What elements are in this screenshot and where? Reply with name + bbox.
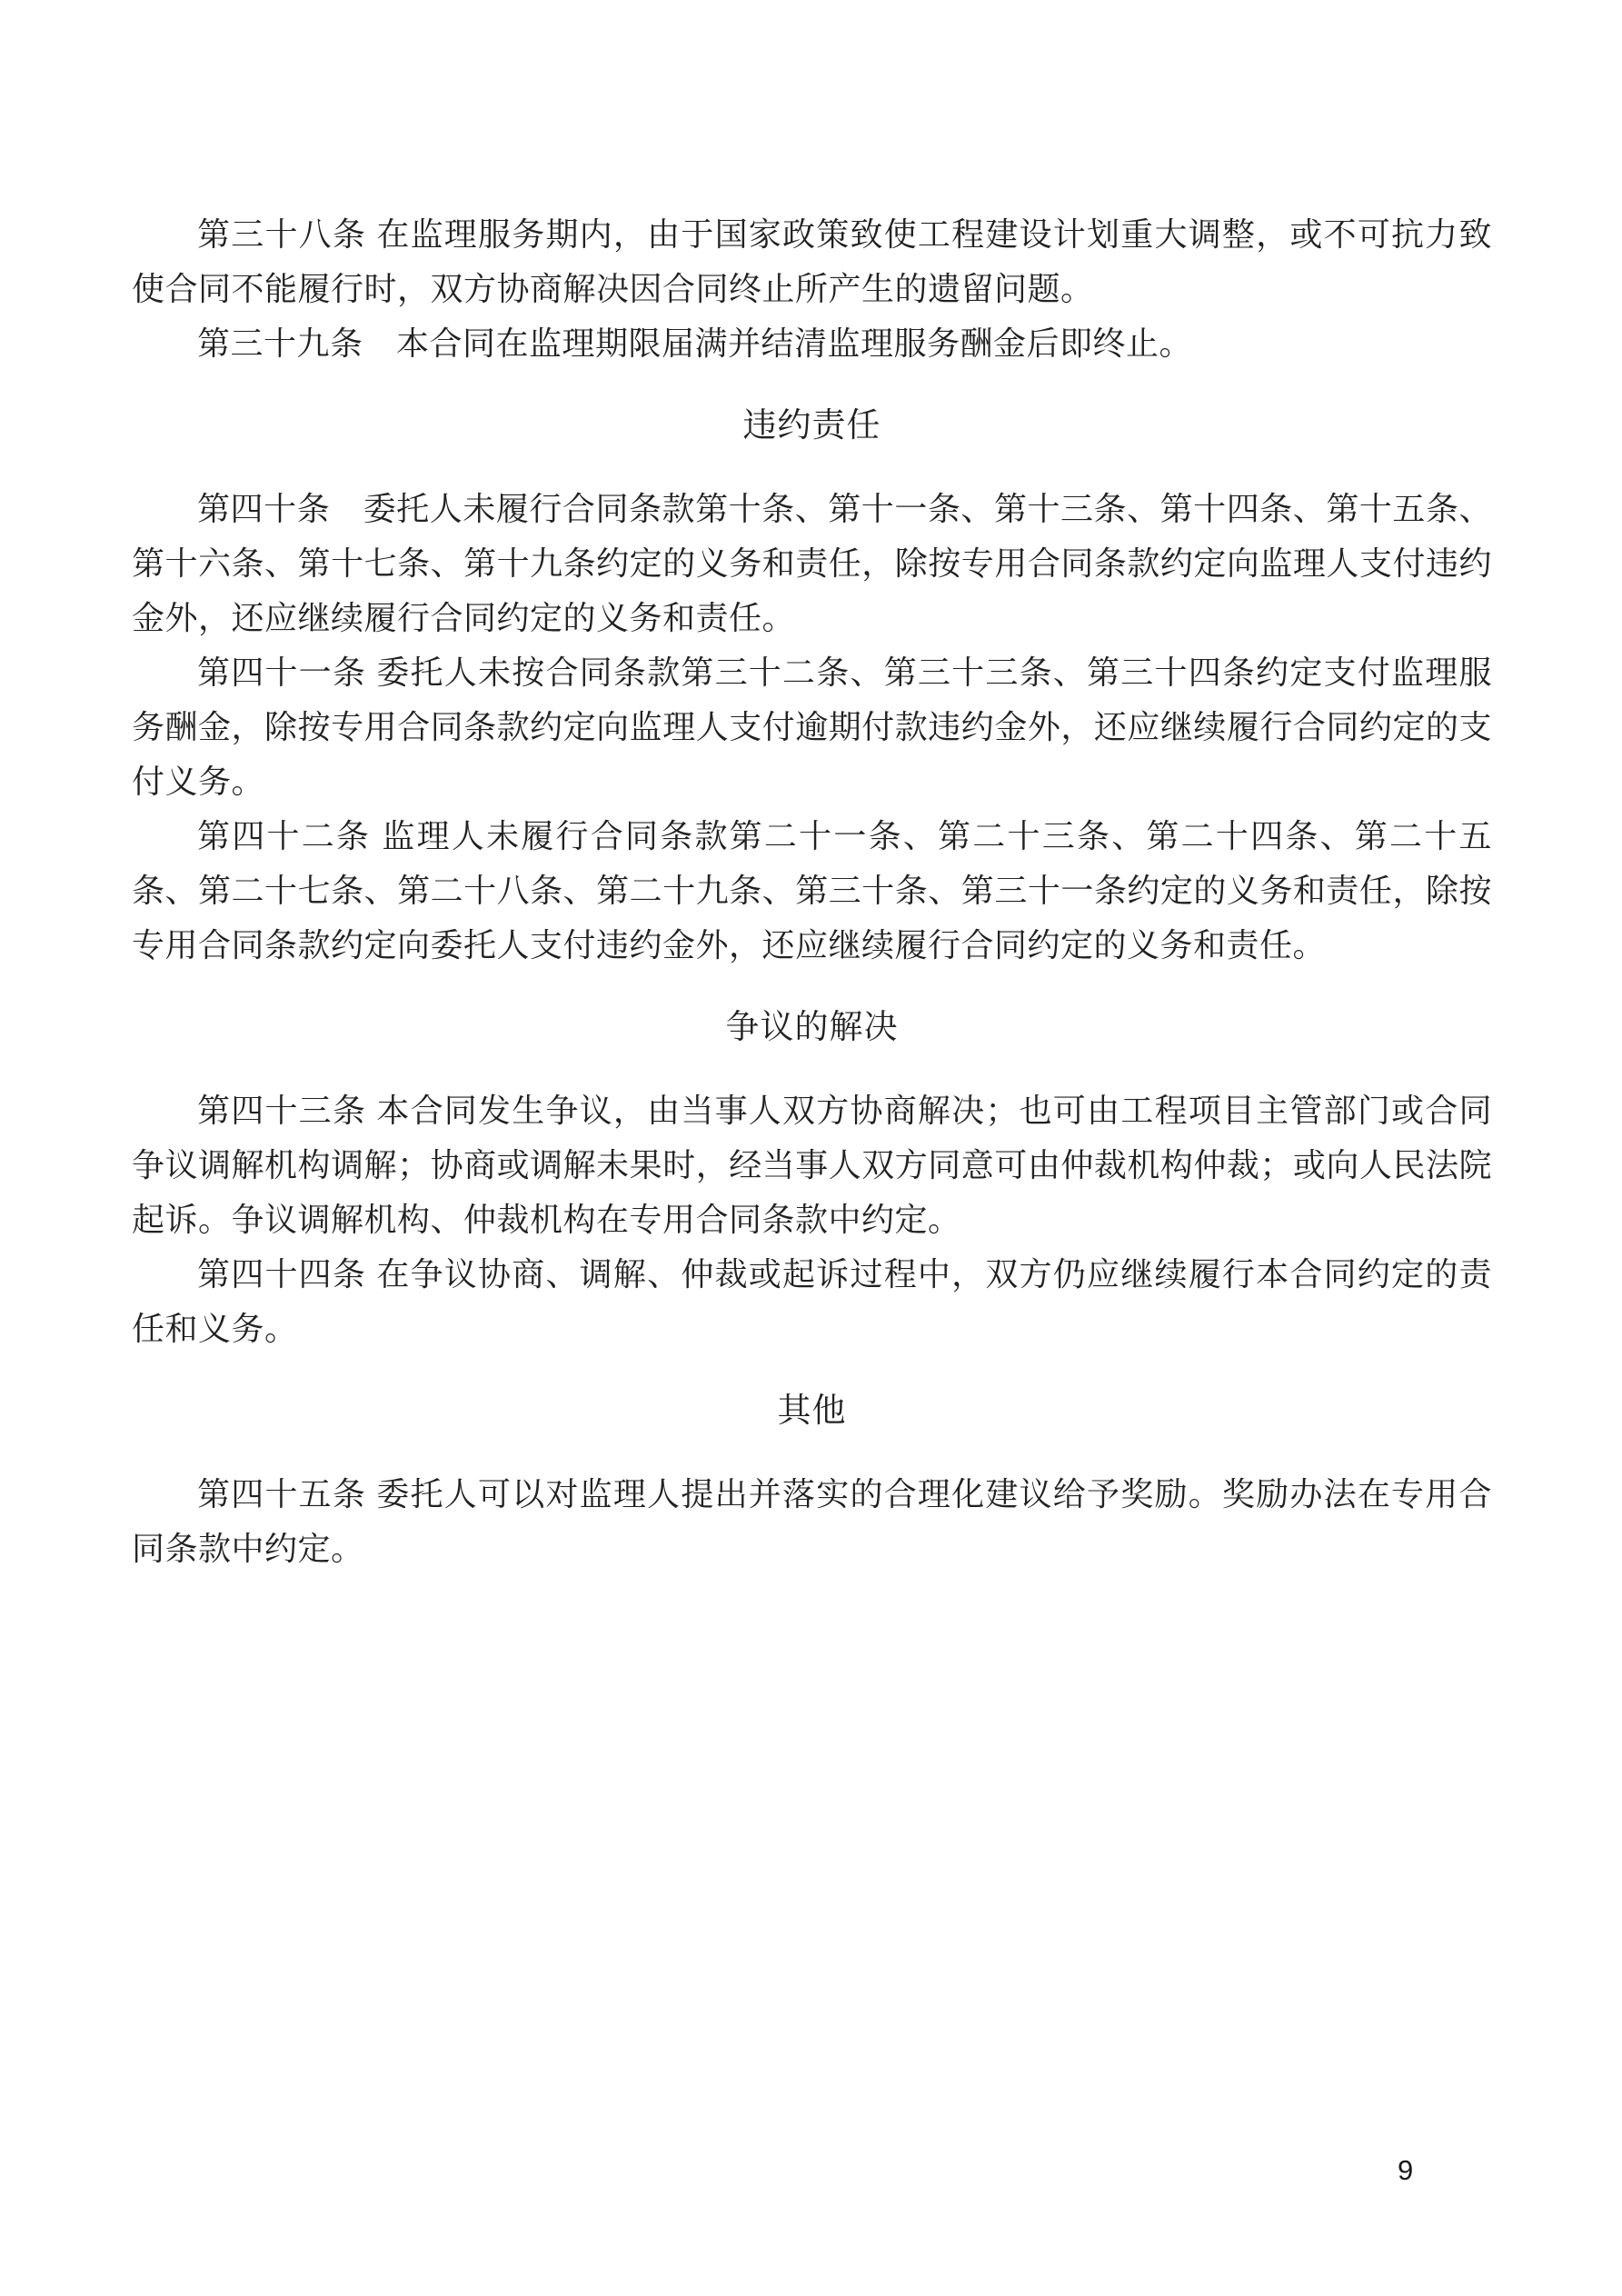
section-heading-other: 其他 (777, 1392, 847, 1429)
clause-40: 第四十条 委托人未履行合同条款第十条、第十一条、第十三条、第十四条、第十五条、第十六条、第十七条、第十九条约定的义务和责任，除按专用合同条款约定向监理人支付违约金外，还应继续履行合同约定的义务和责任。 (132, 490, 1492, 636)
clause-42: 第四十二条 监理人未履行合同条款第二十一条、第二十三条、第二十四条、第二十五条、第二十七条、第二十八条、第二十九条、第三十条、第三十一条约定的义务和责任，除按专用合同条款约定向委托人支付违约金外，还应继续履行合同约定的义务和责任。 (132, 817, 1492, 963)
clause-44: 第四十四条 在争议协商、调解、仲裁或起诉过程中，双方仍应继续履行本合同约定的责任和义务。 (132, 1255, 1492, 1347)
clause-45: 第四十五条 委托人可以对监理人提出并落实的合理化建议给予奖励。奖励办法在专用合同条款中约定。 (132, 1475, 1492, 1567)
section-heading-dispute-resolution: 争议的解决 (725, 1008, 899, 1045)
document-body (132, 207, 1492, 1576)
clause-43: 第四十三条 本合同发生争议，由当事人双方协商解决；也可由工程项目主管部门或合同争议调解机构调解；协商或调解未果时，经当事人双方同意可由仲裁机构仲裁；或向人民法院起诉。争议调解机构、仲裁机构在专用合同条款中约定。 (132, 1092, 1492, 1238)
clause-38: 第三十八条 在监理服务期内，由于国家政策致使工程建设计划重大调整，或不可抗力致使合同不能履行时，双方协商解决因合同终止所产生的遗留问题。 (132, 215, 1492, 307)
section-heading-breach-liability: 违约责任 (742, 406, 881, 444)
page-number: 9 (1398, 2154, 1414, 2186)
clause-39: 第三十九条 本合同在监理期限届满并结清监理服务酬金后即终止。 (197, 324, 1193, 362)
clause-41: 第四十一条 委托人未按合同条款第三十二条、第三十三条、第三十四条约定支付监理服务酬金，除按专用合同条款约定向监理人支付逾期付款违约金外，还应继续履行合同约定的支付义务。 (132, 654, 1492, 800)
